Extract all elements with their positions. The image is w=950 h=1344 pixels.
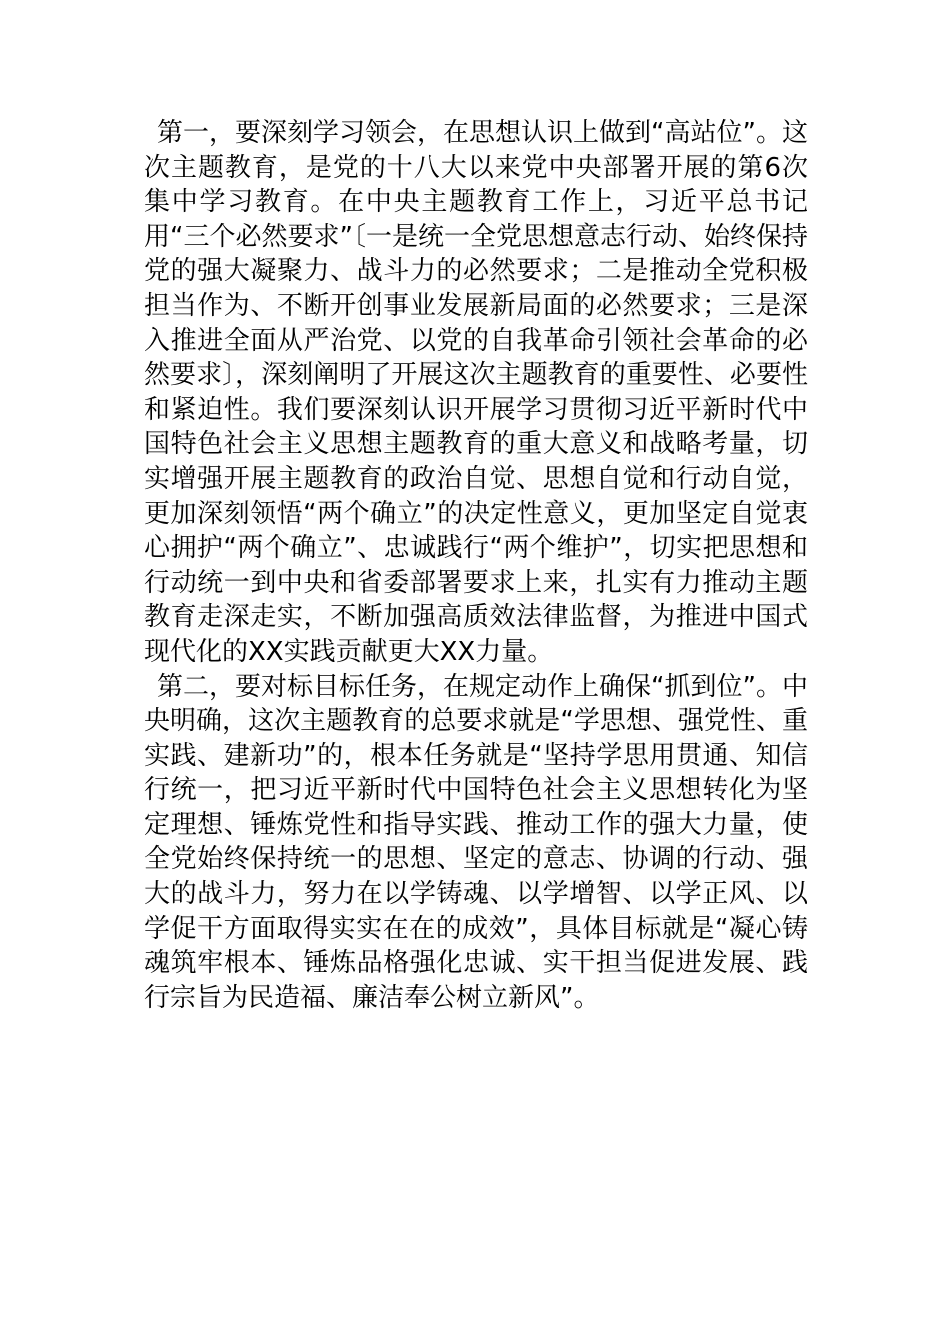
paragraph-first: 第一，要深刻学习领会，在思想认识上做到“高站位”。这次主题教育，是党的十八大以来党中央部署开展的第6次集中学习教育。在中央主题教育工作上，习近平总书记用“三个必然要求”〔一是统一全党思想意志行动、始终保持党的强大凝聚力、战斗力的必然要求；二是推动全党积极担当作为、不断开创事业发展新局面的必然要求；三是深入推进全面从严治党、以党的自我革命引领社会革命的必然要求〕，深刻阐明了开展这次主题教育的重要性、必要性和紧迫性。我们要深刻认识开展学习贯彻习近平新时代中国特色社会主义思想主题教育的重大意义和战略考量，切实增强开展主题教育的政治自觉、思想自觉和行动自觉，更加深刻领悟“两个确立”的决定性意义，更加坚定自觉衷心拥护“两个确立”、忠诚践行“两个维护”，切实把思想和行动统一到中央和省委部署要求上来，扎实有力推动主题教育走深走实，不断加强高质效法律监督，为推进中国式现代化的XX实践贡献更大XX力量。	[144, 118, 808, 667]
paragraph-second: 第二，要对标目标任务，在规定动作上确保“抓到位”。中央明确，这次主题教育的总要求就是“学思想、强党性、重实践、建新功”的，根本任务就是“坚持学思用贯通、知信行统一，把习近平新时代中国特色社会主义思想转化为坚定理想、锤炼党性和指导实践、推动工作的强大力量，使全党始终保持统一的思想、坚定的意志、协调的行动、强大的战斗力，努力在以学铸魂、以学增智、以学正风、以学促干方面取得实实在在的成效”，具体目标就是“凝心铸魂筑牢根本、锤炼品格强化忠诚、实干担当促进发展、践行宗旨为民造福、廉洁奉公树立新风”。	[144, 671, 808, 1013]
document-body	[144, 116, 808, 1015]
